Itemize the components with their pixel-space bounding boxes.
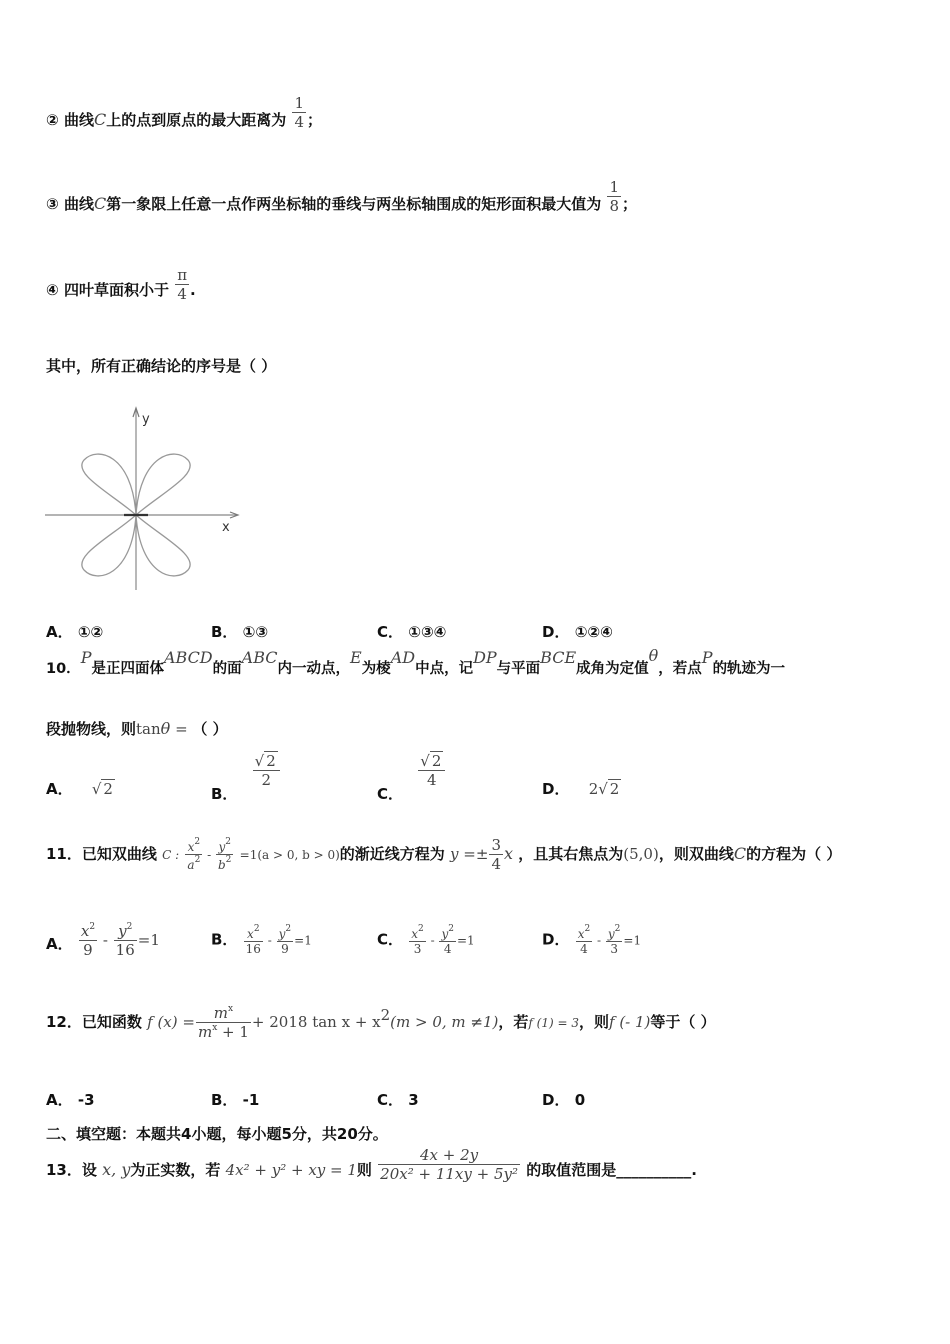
q11-number: 11． bbox=[46, 845, 82, 863]
q10-stem-line2: 段抛物线，则tanθ = （ ） bbox=[46, 719, 228, 738]
q10-number: 10． bbox=[46, 661, 81, 677]
q11-option-a[interactable]: A． $\frac{x^2}{9}$ - $\frac{y^2}{16}$ =1 bbox=[46, 922, 160, 959]
q10-stem-line1: 10．P是正四面体ABCD的面ABC内一动点，E为棱AD中点，记DP与平面BCE成角为定值θ，若点P的轨迹为一 bbox=[46, 646, 786, 677]
q13-stem: 13．设 x, y为正实数，若 4x² + y² + xy = 1则 $\frac{4x + 2y}{\text{20x² + 11xy + 5y²}}$ 的取值范围是__________. bbox=[46, 1146, 697, 1183]
marker-4: ④ bbox=[46, 281, 59, 299]
q11-option-c[interactable]: C． $\frac{x^2}{3}$ - $\frac{y^2}{4}$ =1 bbox=[377, 924, 475, 956]
fraction-pi-quarter: $\frac{\pi}{4}$ bbox=[177, 266, 188, 303]
q13-fraction: $\frac{4x + 2y}{\text{20x² + 11xy + 5y²}}$ bbox=[380, 1146, 518, 1183]
conclusion-3: ③ 曲线C第一象限上任意一点作两坐标轴的垂线与两坐标轴围成的矩形面积最大值为 $\frac{1}{8}$ ； bbox=[46, 178, 638, 215]
q10-option-d[interactable]: D． 2√ 2 bbox=[542, 780, 620, 798]
q12-number: 12． bbox=[46, 1013, 82, 1031]
leaf-upper-left bbox=[82, 454, 136, 515]
q10-option-c[interactable]: C． $\frac{√ 2}{4}$ bbox=[377, 752, 446, 789]
q11-stem: 11．已知双曲线 C : $\frac{x^2}{a^2}$ - $\frac{y^2}{b^2}$ =1(a > 0, b > 0)的渐近线方程为 y =± $\frac{3}{4}$ x ，且其右焦点为(5,0)，则双曲线C的方程为（ ） bbox=[46, 836, 842, 873]
q11-option-d[interactable]: D． $\frac{x^2}{4}$ - $\frac{y^2}{3}$ =1 bbox=[542, 924, 642, 956]
q13-answer-blank[interactable]: __________ bbox=[616, 1161, 692, 1179]
q9-option-a[interactable]: A． ①② bbox=[46, 623, 104, 641]
q12-option-d[interactable]: D． 0 bbox=[542, 1091, 586, 1109]
leaf-lower-left bbox=[82, 515, 136, 576]
fraction-one-eighth: $\frac{1}{8}$ bbox=[609, 178, 619, 215]
q12-option-b[interactable]: B． -1 bbox=[211, 1091, 260, 1109]
q9-option-c[interactable]: C． ①③④ bbox=[377, 623, 447, 641]
section-heading-fill-in: 二、填空题：本题共4小题，每小题5分，共20分。 bbox=[46, 1125, 388, 1143]
x-axis-label: x bbox=[222, 520, 230, 535]
conclusion-2: ② 曲线C上的点到原点的最大距离为 $\frac{1}{4}$ ； bbox=[46, 94, 323, 131]
leaf-upper-right bbox=[136, 454, 190, 515]
question-prompt: 其中，所有正确结论的序号是（ ） bbox=[46, 357, 277, 375]
y-axis-label: y bbox=[142, 412, 150, 427]
q9-option-d[interactable]: D． ①②④ bbox=[542, 623, 613, 641]
marker-2: ② bbox=[46, 111, 59, 129]
q9-option-b[interactable]: B． ①③ bbox=[211, 623, 269, 641]
q12-stem: 12．已知函数 f (x) = $\frac{m^x}{m^x + 1}$ + 2018 $\tan x + x^2(m > 0$, m ≠1)，若f (1) = 3，则f (- 1)等于（ ） bbox=[46, 1004, 716, 1041]
leaf-lower-right bbox=[136, 515, 190, 576]
marker-3: ③ bbox=[46, 195, 59, 213]
q12-option-a[interactable]: A． -3 bbox=[46, 1091, 95, 1109]
q11-option-b[interactable]: B． $\frac{x^2}{16}$ - $\frac{y^2}{9}$ =1 bbox=[211, 924, 312, 956]
q12-option-c[interactable]: C． 3 bbox=[377, 1091, 419, 1109]
four-leaf-clover-figure bbox=[42, 404, 242, 594]
conclusion-4: ④ 四叶草面积小于 $\frac{\pi}{4}$ . bbox=[46, 266, 196, 303]
q13-number: 13． bbox=[46, 1161, 82, 1179]
fraction-one-quarter: $\frac{1}{4}$ bbox=[294, 94, 304, 131]
q10-option-b[interactable]: B． $\frac{√ 2}{2}$ bbox=[211, 752, 281, 789]
q10-option-a[interactable]: A． √ 2 bbox=[46, 780, 113, 798]
